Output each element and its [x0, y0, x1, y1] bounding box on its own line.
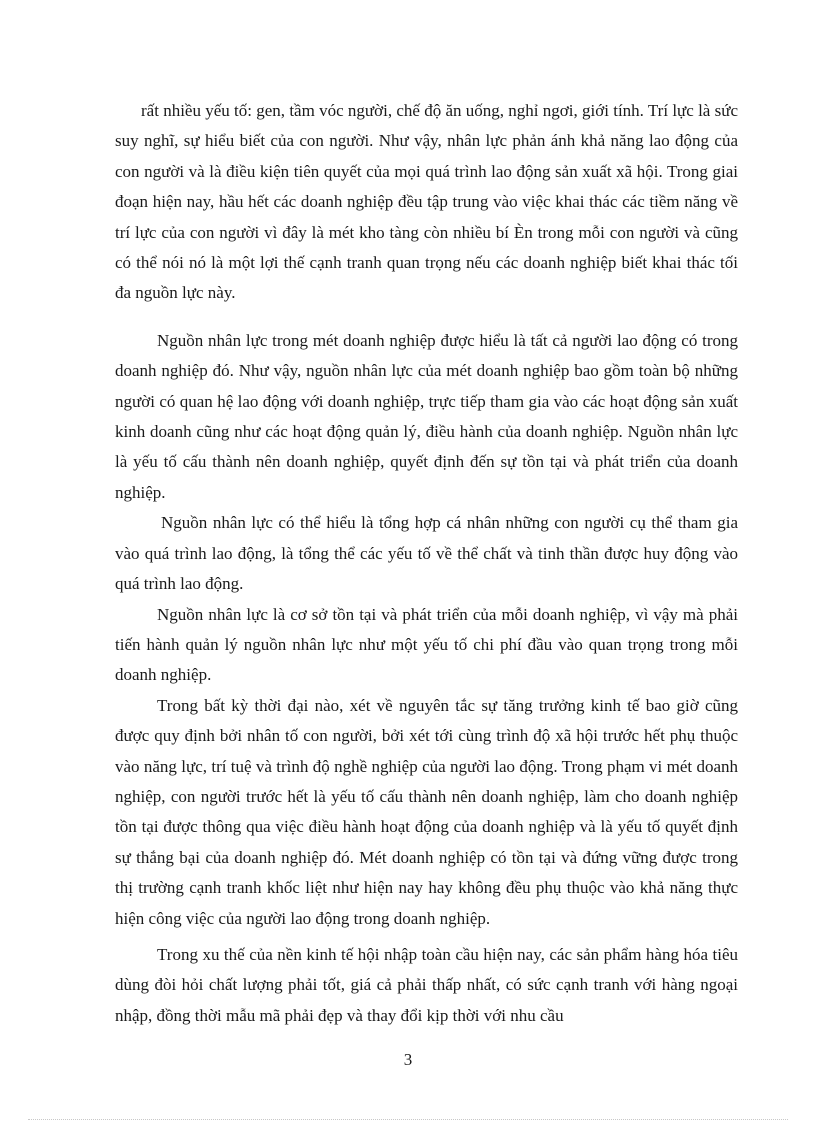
page-edge-divider	[28, 1119, 788, 1120]
paragraph-6: Trong xu thế của nền kinh tế hội nhập toàn cầu hiện nay, các sản phẩm hàng hóa tiêu dùng đòi hỏi chất lượng phải tốt, giá cả phải thấp nhất, có sức cạnh tranh với hàng ngoại nhập, đồng thời mẫu mã phải đẹp và thay đổi kịp thời với nhu cầu	[115, 944, 738, 1025]
paragraph-5: Trong bất kỳ thời đại nào, xét về nguyên tắc sự tăng trưởng kinh tế bao giờ cũng được quy định bởi nhân tố con người, bởi xét tới cùng trình độ xã hội trước hết phụ thuộc vào năng lực, trí tuệ và trình độ nghề nghiệp của người lao động. Trong phạm vi mét doanh nghiệp, con người trước hết là yếu tố cấu thành nên doanh nghiệp, làm cho doanh nghiệp tồn tại được thông qua việc điều hành hoạt động của doanh nghiệp và là yếu tố quyết định sự thắng bại của doanh nghiệp đó. Mét doanh nghiệp có tồn tại và đứng vững được trong thị trường cạnh tranh khốc liệt như hiện nay hay không đều phụ thuộc vào khả năng thực hiện công việc của người lao động trong doanh nghiệp.	[115, 695, 738, 928]
paragraph-4: Nguồn nhân lực là cơ sở tồn tại và phát triển của mỗi doanh nghiệp, vì vậy mà phải tiến hành quản lý nguồn nhân lực như một yếu tố chi phí đầu vào quan trọng trong mỗi doanh nghiệp.	[115, 604, 738, 685]
page-number: 3	[403, 1050, 413, 1069]
paragraph-1: rất nhiều yếu tố: gen, tầm vóc người, chế độ ăn uống, nghỉ ngơi, giới tính. Trí lực là sức suy nghĩ, sự hiểu biết của con người. Như vậy, nhân lực phản ánh khả năng lao động của con người và là điều kiện tiên quyết của mọi quá trình lao động sản xuất xã hội. Trong giai đoạn hiện nay, hầu hết các doanh nghiệp đều tập trung vào việc khai thác các tiềm năng về trí lực của con người vì đây là mét kho tàng còn nhiều bí Èn trong mỗi con người và cũng có thể nói nó là một lợi thế cạnh tranh quan trọng nếu các doanh nghiệp biết khai thác tối đa nguồn lực này.	[115, 101, 738, 303]
body-text	[115, 96, 738, 1031]
paragraph-3: Nguồn nhân lực có thể hiểu là tổng hợp cá nhân những con người cụ thể tham gia vào quá trình lao động, là tổng thể các yếu tố về thể chất và tinh thần được huy động vào quá trình lao động.	[115, 513, 738, 594]
paragraph-2: Nguồn nhân lực trong mét doanh nghiệp được hiểu là tất cả người lao động có trong doanh nghiệp đó. Như vậy, nguồn nhân lực của mét doanh nghiệp bao gồm toàn bộ những người có quan hệ lao động với doanh nghiệp, trực tiếp tham gia vào các hoạt động sản xuất kinh doanh cũng như các hoạt động quản lý, điều hành của doanh nghiệp. Nguồn nhân lực là yếu tố cấu thành nên doanh nghiệp, quyết định đến sự tồn tại và phát triển của doanh nghiệp.	[115, 330, 738, 502]
